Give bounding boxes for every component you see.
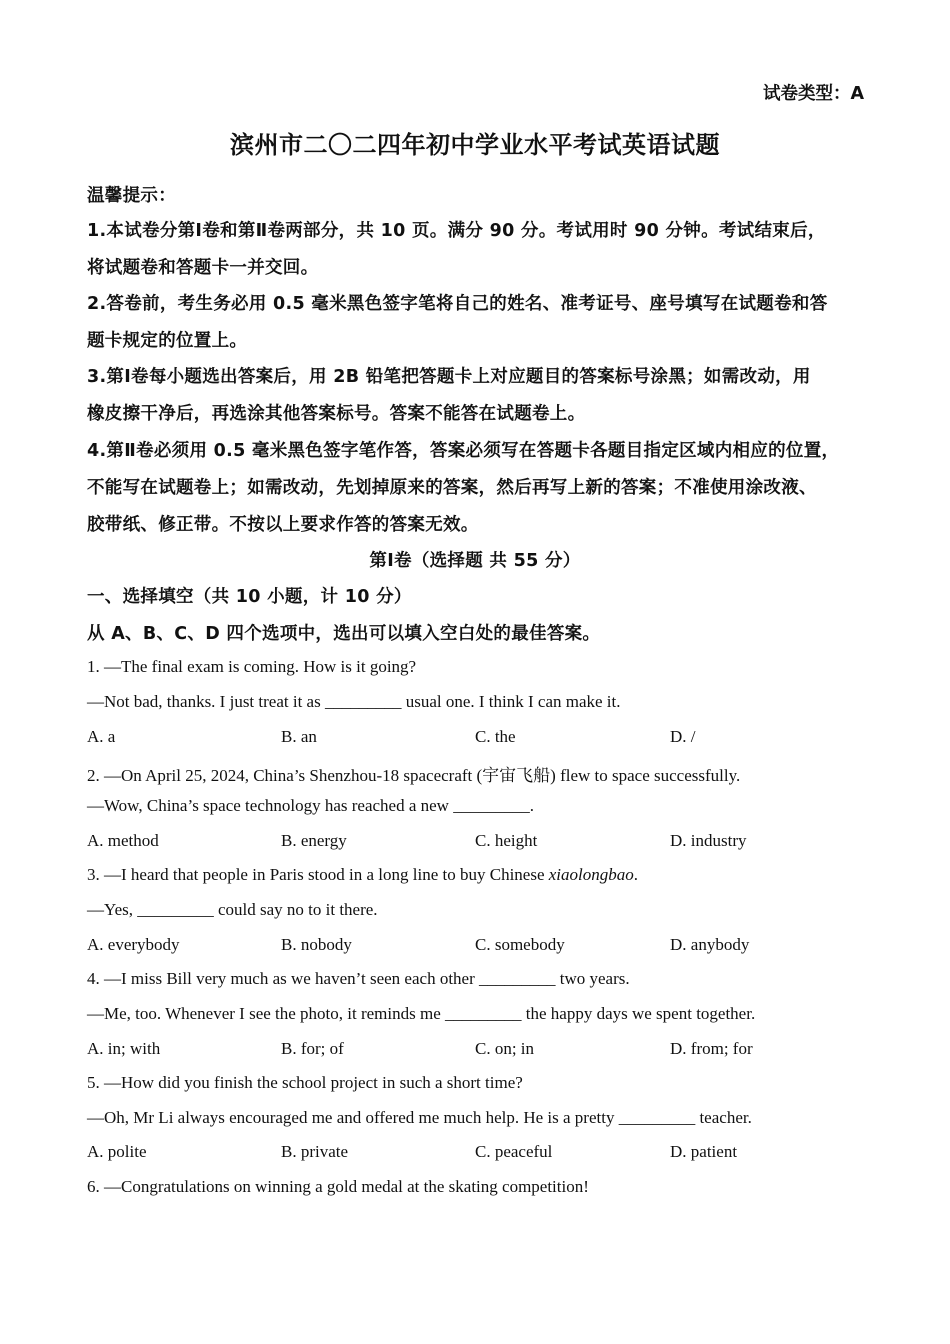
question-3-prompt-text: 3. —I heard that people in Paris stood in a long line to buy Chinese bbox=[87, 865, 549, 884]
question-1-option-b: B. an bbox=[281, 727, 317, 746]
question-5-option-a: A. polite bbox=[87, 1142, 147, 1161]
question-3-italic-term: xiaolongbao bbox=[548, 865, 634, 884]
question-3-option-c: C. somebody bbox=[475, 935, 565, 954]
notice-heading: 温馨提示： bbox=[87, 186, 176, 206]
section-instruction: 从 A、B、C、D 四个选项中，选出可以填入空白处的最佳答案。 bbox=[87, 624, 601, 644]
question-2-option-b: B. energy bbox=[281, 831, 347, 850]
notice-line: 不能写在试题卷上；如需改动，先划掉原来的答案，然后再写上新的答案；不准使用涂改液、 bbox=[87, 478, 817, 498]
notice-line: 将试题卷和答题卡一并交回。 bbox=[87, 258, 319, 278]
question-1-option-a: A. a bbox=[87, 727, 116, 746]
question-4-reply: —Me, too. Whenever I see the photo, it reminds me _________ the happy days we spent together. bbox=[87, 1004, 756, 1023]
notice-line: 3.第Ⅰ卷每小题选出答案后，用 2B 铅笔把答题卡上对应题目的答案标号涂黑；如需改动，用 bbox=[87, 367, 811, 387]
question-4-option-a: A. in; with bbox=[87, 1039, 161, 1058]
question-1-option-d: D. / bbox=[670, 727, 696, 746]
question-5-option-b: B. private bbox=[281, 1142, 349, 1161]
notice-line: 胶带纸、修正带。不按以上要求作答的答案无效。 bbox=[87, 515, 479, 535]
question-2-option-d: D. industry bbox=[670, 831, 747, 850]
question-4-prompt: 4. —I miss Bill very much as we haven’t seen each other _________ two years. bbox=[87, 969, 630, 988]
question-1-prompt: 1. —The final exam is coming. How is it going? bbox=[87, 657, 417, 676]
question-4-option-c: C. on; in bbox=[475, 1039, 535, 1058]
question-3-option-d: D. anybody bbox=[670, 935, 750, 954]
question-3-reply: —Yes, _________ could say no to it there. bbox=[87, 900, 378, 919]
part-heading: 第Ⅰ卷（选择题 共 55 分） bbox=[369, 551, 581, 571]
question-3-prompt bbox=[87, 865, 638, 885]
notice-line: 橡皮擦干净后，再选涂其他答案标号。答案不能答在试题卷上。 bbox=[87, 404, 586, 424]
question-2-reply: —Wow, China’s space technology has reached a new _________. bbox=[87, 796, 534, 815]
question-3-option-a: A. everybody bbox=[87, 935, 180, 954]
question-5-option-d: D. patient bbox=[670, 1142, 738, 1161]
notice-line: 2.答卷前，考生务必用 0.5 毫米黑色签字笔将自己的姓名、准考证号、座号填写在试题卷和答 bbox=[87, 294, 828, 314]
question-5-prompt: 5. —How did you finish the school project in such a short time? bbox=[87, 1073, 523, 1092]
notice-line: 题卡规定的位置上。 bbox=[87, 331, 248, 351]
question-3-prompt-end: . bbox=[633, 865, 639, 884]
question-4-option-d: D. from; for bbox=[670, 1039, 753, 1058]
section-title: 一、选择填空（共 10 小题，计 10 分） bbox=[87, 587, 412, 607]
question-5-option-c: C. peaceful bbox=[475, 1142, 553, 1161]
question-2-option-c: C. height bbox=[475, 831, 538, 850]
notice-line: 4.第Ⅱ卷必须用 0.5 毫米黑色签字笔作答，答案必须写在答题卡各题目指定区域内相应的位置， bbox=[87, 441, 840, 461]
paper-type-label: 试卷类型：A bbox=[762, 84, 864, 104]
question-3-option-b: B. nobody bbox=[281, 935, 352, 954]
question-5-reply: —Oh, Mr Li always encouraged me and offered me much help. He is a pretty _________ teacher. bbox=[87, 1108, 752, 1127]
page-title: 滨州市二〇二四年初中学业水平考试英语试题 bbox=[230, 131, 720, 159]
notice-line: 1.本试卷分第Ⅰ卷和第Ⅱ卷两部分，共 10 页。满分 90 分。考试用时 90 分钟。考试结束后， bbox=[87, 221, 826, 241]
question-1-reply: —Not bad, thanks. I just treat it as _________ usual one. I think I can make it. bbox=[87, 692, 621, 711]
question-1-option-c: C. the bbox=[475, 727, 516, 746]
question-2-prompt: 2. —On April 25, 2024, China’s Shenzhou-18 spacecraft (宇宙飞船) flew to space successfully. bbox=[87, 766, 741, 785]
question-4-option-b: B. for; of bbox=[281, 1039, 344, 1058]
question-2-option-a: A. method bbox=[87, 831, 159, 850]
question-6-prompt: 6. —Congratulations on winning a gold medal at the skating competition! bbox=[87, 1177, 589, 1196]
